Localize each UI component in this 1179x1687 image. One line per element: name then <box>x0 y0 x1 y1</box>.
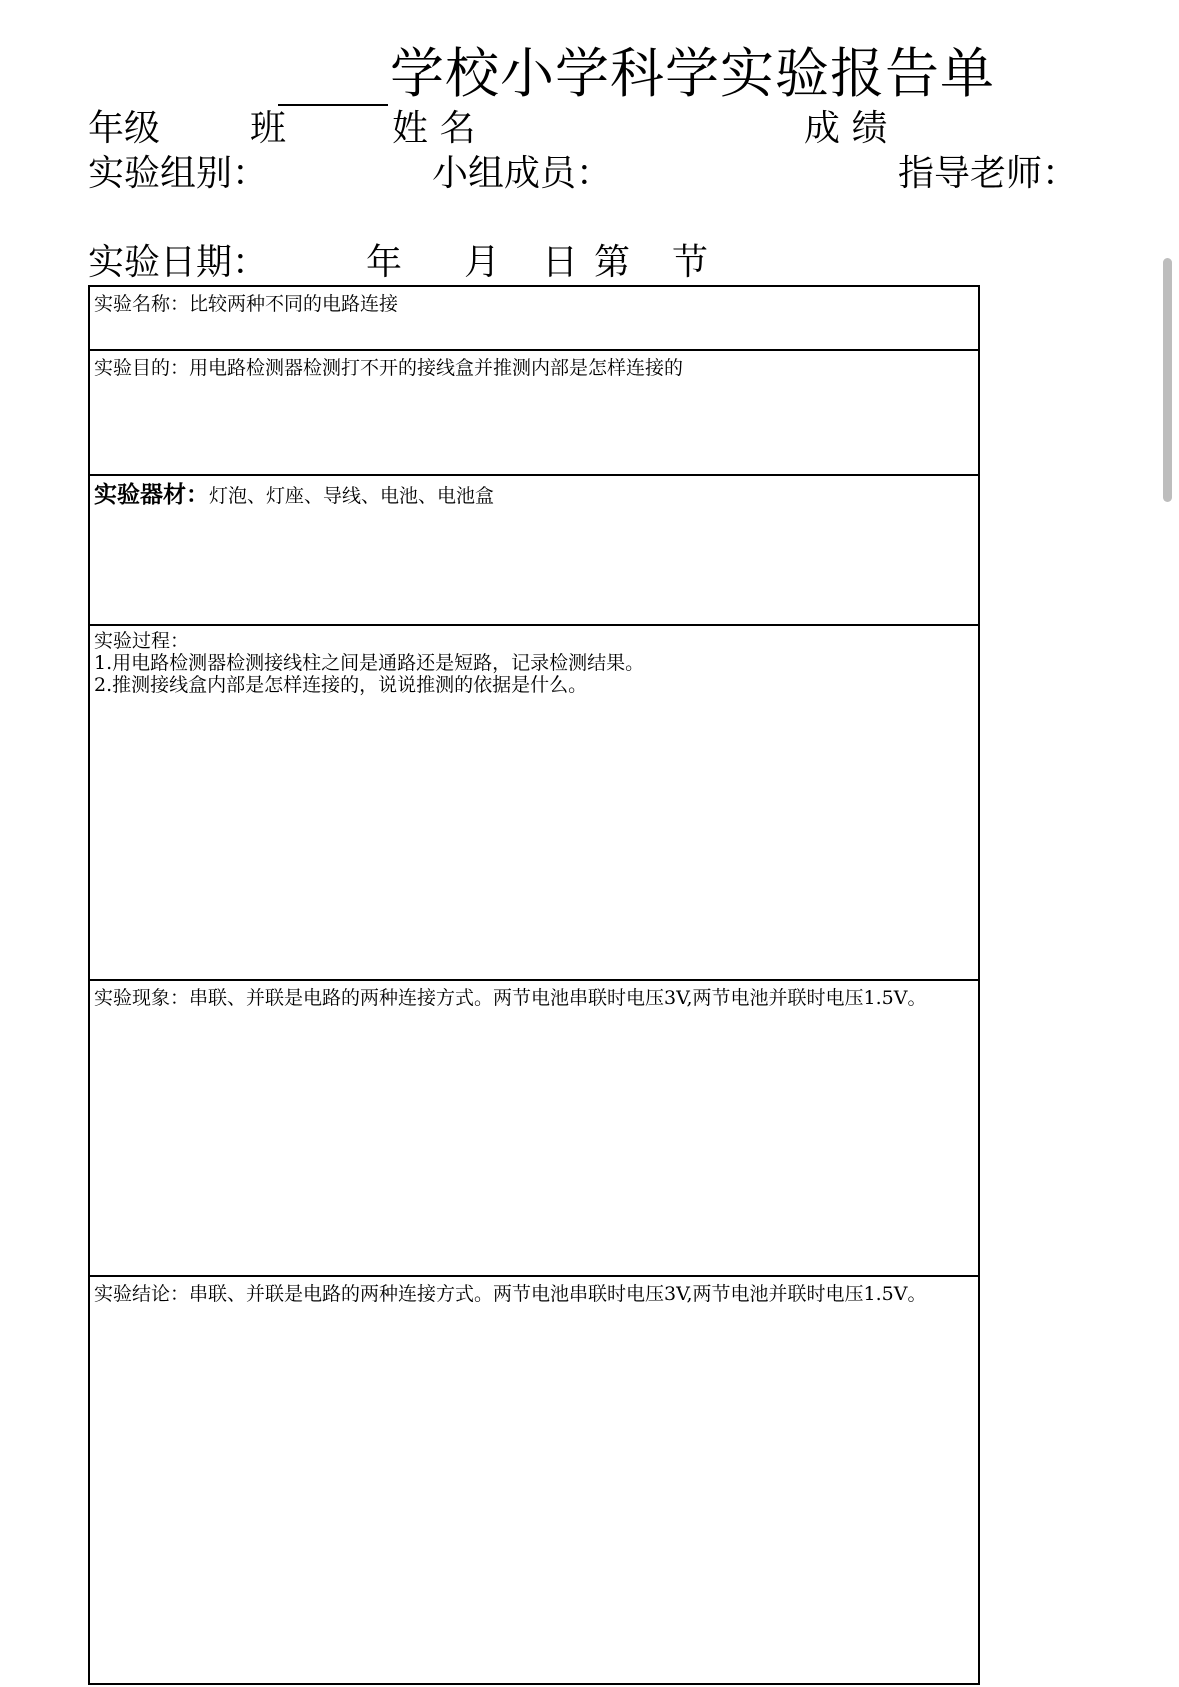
materials-value: 灯泡、灯座、导线、电池、电池盒 <box>209 485 495 507</box>
title-row <box>278 42 995 106</box>
experiment-name-text: 实验名称：比较两种不同的电路连接 <box>94 293 399 315</box>
report-table <box>88 285 980 1685</box>
grade-label: 年级 <box>88 108 161 149</box>
process-label: 实验过程： <box>94 630 190 652</box>
school-name-blank[interactable] <box>278 42 388 106</box>
group-label: 实验组别： <box>88 153 269 194</box>
members-label: 小组成员： <box>432 153 613 194</box>
purpose-cell[interactable] <box>90 351 978 476</box>
date-label: 实验日期： <box>88 242 269 283</box>
di-label: 第 <box>594 242 631 283</box>
month-label: 月 <box>464 242 501 283</box>
score-label: 成 绩 <box>804 108 888 149</box>
phenomenon-text: 实验现象：串联、并联是电路的两种连接方式。两节电池串联时电压3V,两节电池并联时电压1.5V。 <box>94 987 927 1009</box>
page-title: 学校小学科学实验报告单 <box>390 42 995 105</box>
conclusion-text: 实验结论：串联、并联是电路的两种连接方式。两节电池串联时电压3V,两节电池并联时电压1.5V。 <box>94 1283 927 1305</box>
year-label: 年 <box>366 242 403 283</box>
phenomenon-cell[interactable] <box>90 981 978 1277</box>
class-label: 班 <box>250 108 287 149</box>
vertical-scrollbar[interactable] <box>1163 258 1172 502</box>
teacher-label: 指导老师： <box>898 153 1079 194</box>
materials-label: 实验器材： <box>94 482 209 508</box>
experiment-name-cell[interactable] <box>90 287 978 351</box>
name-label: 姓 名 <box>392 108 476 149</box>
process-step-2: 2.推测接线盒内部是怎样连接的，说说推测的依据是什么。 <box>94 674 588 696</box>
day-label: 日 <box>542 242 579 283</box>
conclusion-cell[interactable] <box>90 1277 978 1687</box>
period-label: 节 <box>672 242 709 283</box>
purpose-text: 实验目的：用电路检测器检测打不开的接线盒并推测内部是怎样连接的 <box>94 357 684 379</box>
process-cell[interactable] <box>90 626 978 981</box>
materials-cell[interactable] <box>90 476 978 626</box>
process-step-1: 1.用电路检测器检测接线柱之间是通路还是短路，记录检测结果。 <box>94 652 645 674</box>
